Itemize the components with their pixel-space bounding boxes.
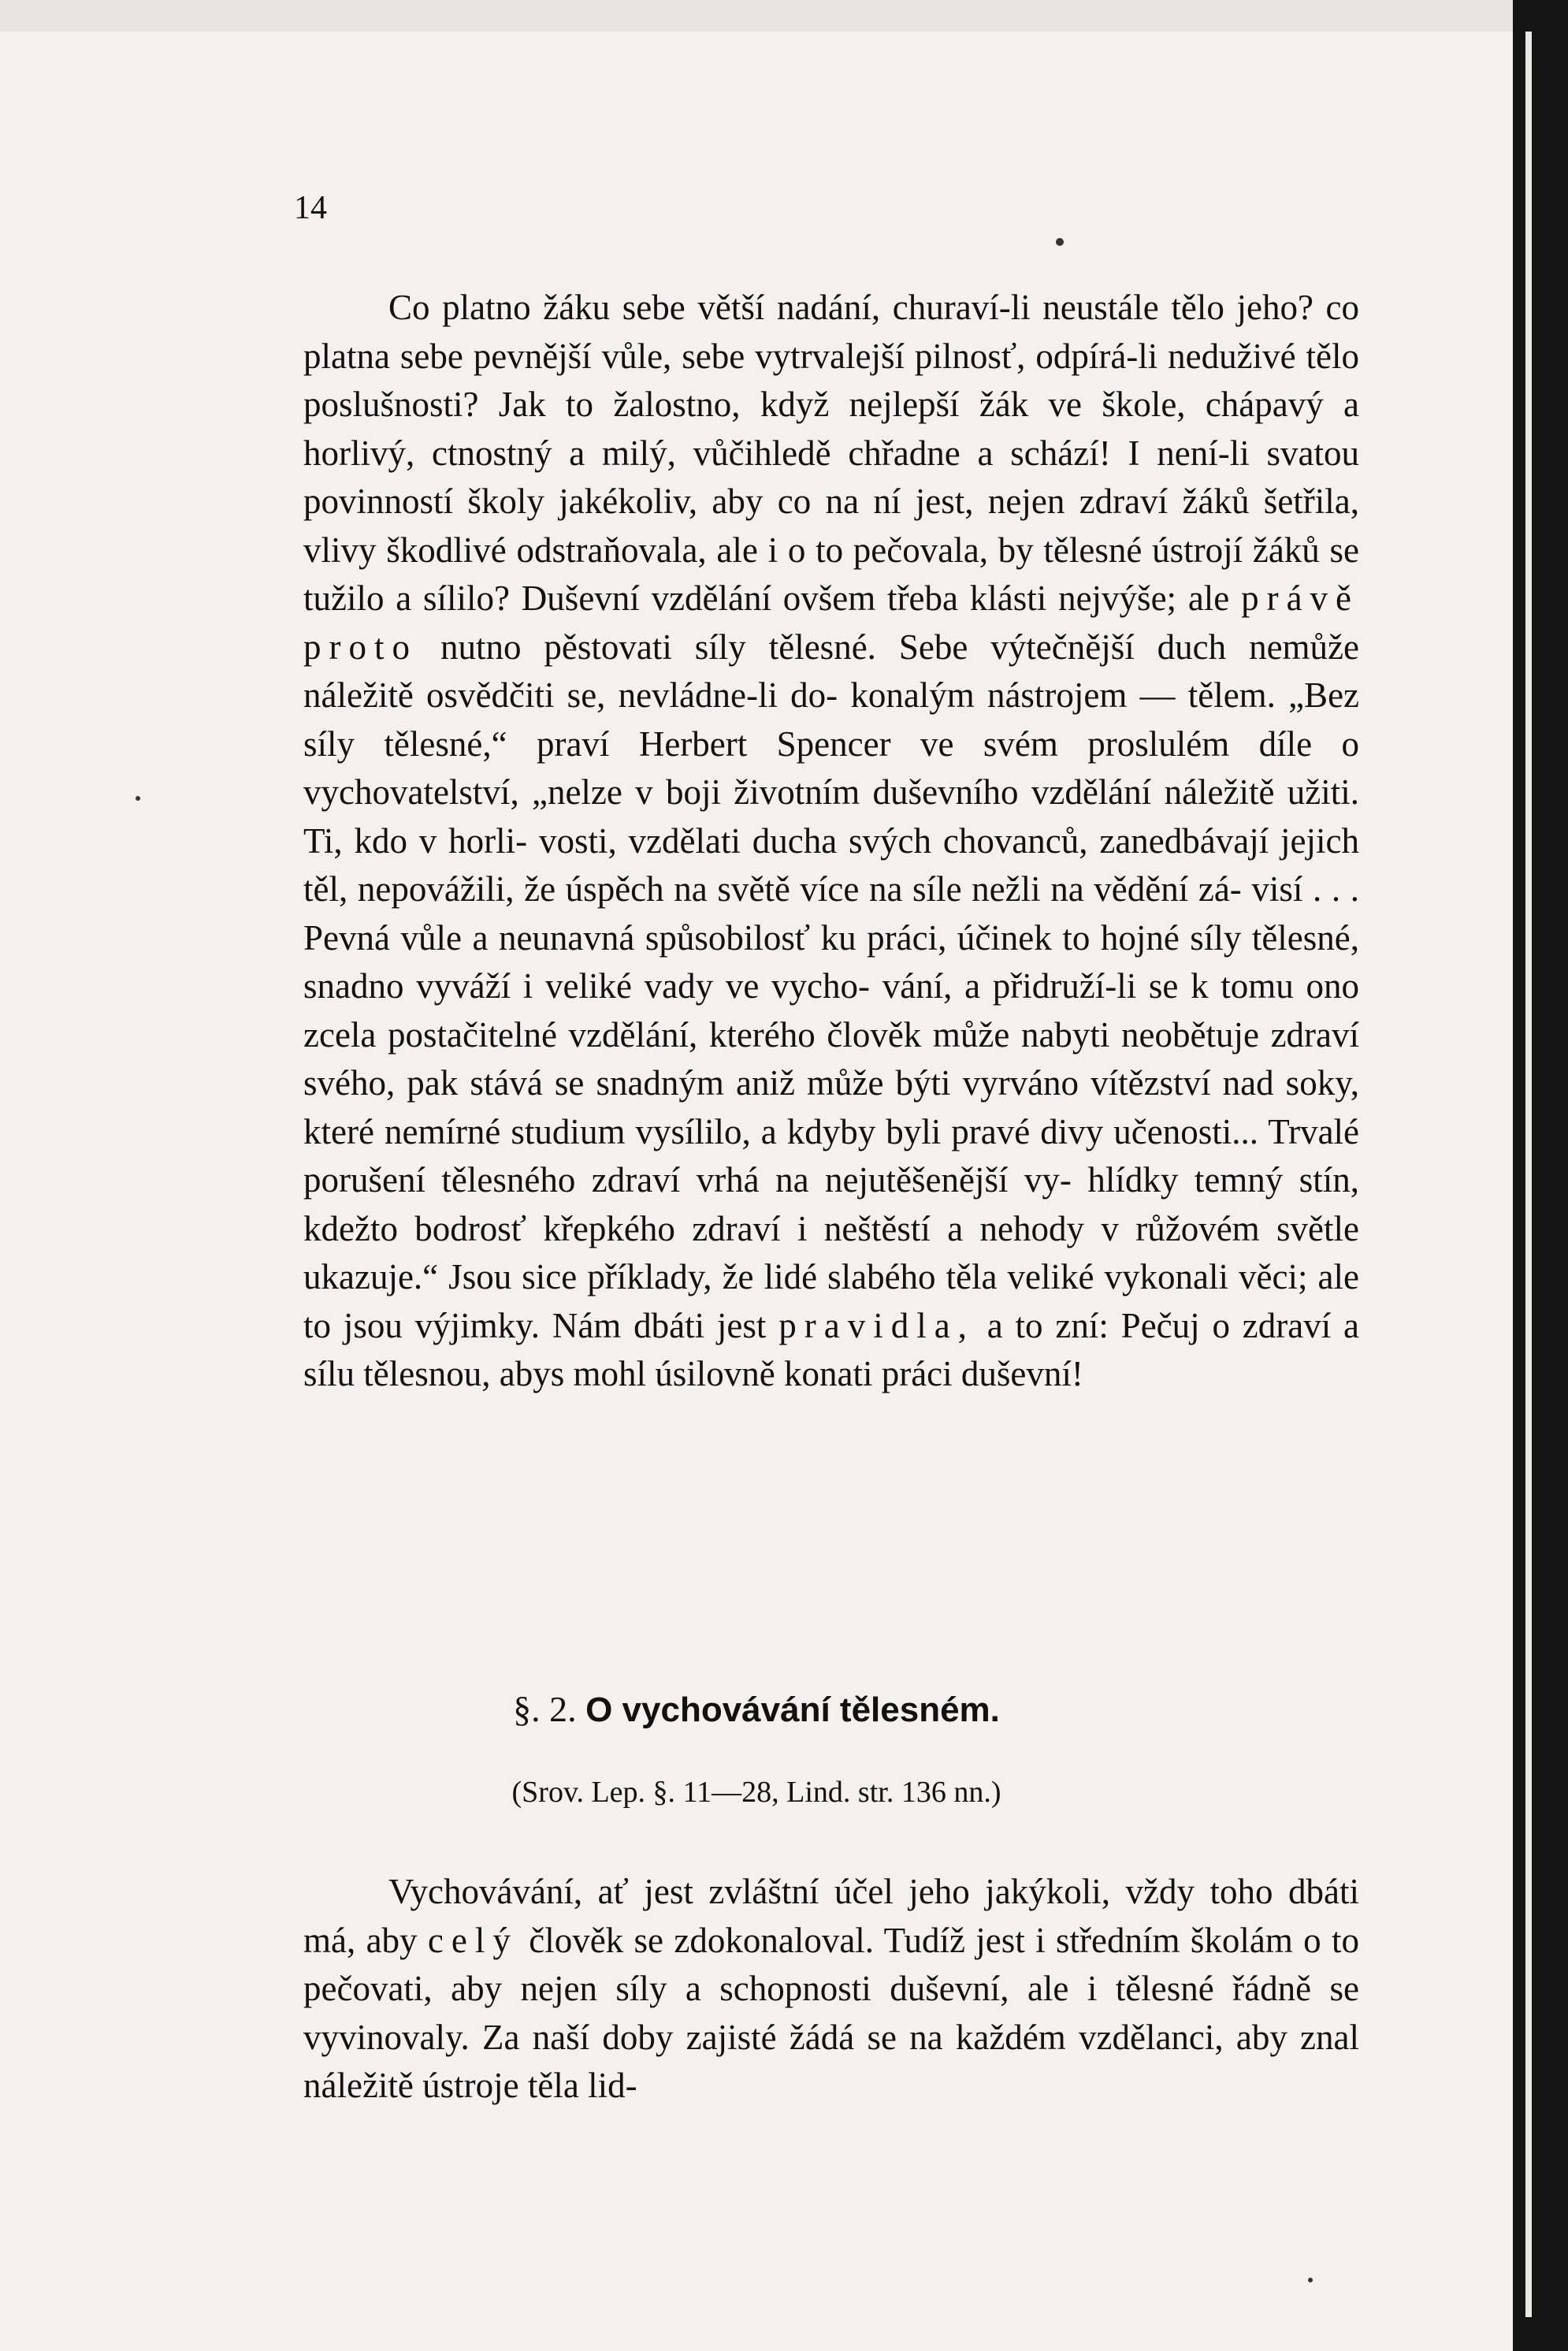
p1-line-15: nepovážili, že úspěch na světě více na síle nežli na vědění zá- [357, 869, 1242, 909]
next-page-edge [1525, 32, 1532, 2317]
p1-emphasis-pravidla: pravidla, [778, 1305, 975, 1345]
p2-line-2b: člověk se zdokonaloval. Tudíž jest i středním [529, 1920, 1180, 1960]
section-title: O vychovávání tělesném. [585, 1691, 1000, 1729]
section-reference: (Srov. Lep. §. 11—28, Lind. str. 136 nn.) [511, 1776, 1001, 1809]
p1-line-22: Trvalé porušení tělesného zdraví vrhá na nejutěšenější vy- [303, 1111, 1360, 1200]
page-top-shadow [0, 0, 1513, 32]
p1-line-9b: nutno pěstovati síly tělesné. Sebe [440, 627, 968, 667]
book-spine-edge [1513, 0, 1568, 2351]
p1-line-13: životním duševního vzdělání náležitě užiti. Ti, kdo v horli- [303, 772, 1359, 861]
ink-speck [1308, 2278, 1313, 2282]
p1-emphasis-prave-proto: právě proto [303, 578, 1360, 667]
p1-line-5: vůčihledě chřadne a schází! I není-li svatou povinností školy [303, 433, 1360, 521]
p1-line-10: výtečnější duch nemůže náležitě osvědčiti se, nevládne-li do- [303, 627, 1359, 715]
p1-line-6: jakékoliv, aby co na ní jest, nejen zdraví žáků šetřila, vlivy [303, 482, 1360, 570]
p1-line-11: konalým nástrojem — tělem. „Bez síly tělesné,“ praví Herbert [303, 675, 1360, 764]
p2-line-4: ale i tělesné řádně se vyvinovaly. Za naší doby zajisté žádá [303, 1969, 1360, 2057]
ink-speck [1056, 238, 1064, 246]
page-number: 14 [294, 190, 327, 226]
p2-line-2a: dbáti má, aby [303, 1872, 1360, 1960]
p1-line-14: vosti, vzdělati ducha svých chovanců, zanedbávají jejich těl, [303, 820, 1359, 909]
p1-line-12: Spencer ve svém proslulém díle o vychovatelství, „nelze v boji [303, 724, 1359, 812]
p1-line-19: kterého člověk může nabyti neobětuje zdraví svého, pak stává [303, 1014, 1360, 1103]
p1-line-4: nejlepší žák ve škole, chápavý a horlivý, ctnostný a milý, [303, 385, 1359, 473]
p2-line-3: školám o to pečovati, aby nejen síly a schopnosti duševní, [303, 1920, 1360, 2008]
p1-line-26b: a to zní: Pečuj o zdraví a sílu [303, 1305, 1360, 1393]
p1-line-24: a nehody v růžovém světle ukazuje.“ Jsou sice příklady, že [303, 1208, 1360, 1296]
p1-line-25: lidé slabého těla veliké vykonali věci; ale to jsou výjimky. [303, 1257, 1359, 1345]
p1-line-1: Co platno žáku sebe větší nadání, churaví-li neustále [388, 288, 1159, 327]
p1-line-16: visí . . . Pevná vůle a neunavná spůsobilosť ku práci, účinek [303, 869, 1359, 958]
p2-line-5: se na každém vzdělanci, aby znal náležitě ústroje těla lid- [303, 2017, 1360, 2105]
section-number: §. 2. [513, 1689, 577, 1729]
p1-line-23: hlídky temný stín, kdežto bodrosť křepkého zdraví i neštěstí [303, 1160, 1360, 1248]
p1-line-21: nemírné studium vysílilo, a kdyby byli pravé divy učenosti... [384, 1111, 1258, 1151]
p1-line-27: tělesnou, abys mohl úsilovně konati práci duševní! [363, 1354, 1083, 1393]
p1-line-2: tělo jeho? co platna sebe pevnější vůle, sebe vytrvalejší pilnosť, [303, 288, 1360, 376]
section-heading [0, 1688, 1513, 1730]
p2-line-1: Vychovávání, ať jest zvláštní účel jeho jakýkoli, vždy toho [388, 1872, 1273, 1911]
p1-line-17: to hojné síly tělesné, snadno vyváží i veliké vady ve vycho- [303, 917, 1360, 1006]
p1-line-7: škodlivé odstraňovala, ale i o to pečovala, by tělesné ústrojí [386, 530, 1243, 570]
ink-speck [136, 796, 140, 801]
p2-emphasis-cely: celý [427, 1920, 518, 1960]
paragraph-2 [303, 1868, 1359, 2111]
p1-line-8: žáků se tužilo a sílilo? Duševní vzdělání ovšem třeba klásti [303, 530, 1360, 618]
p1-line-3: odpírá-li neduživé tělo poslušnosti? Jak to žalostno, když [303, 336, 1359, 424]
p1-line-18: vání, a přidruží-li se k tomu ono zcela postačitelné vzdělání, [303, 966, 1359, 1055]
paragraph-1 [303, 284, 1359, 1399]
p1-line-20: se snadným aniž může býti vyrváno vítězství nad soky, které [303, 1063, 1360, 1151]
p1-line-26a: Nám dbáti jest [552, 1305, 767, 1345]
p1-line-9a: nejvýše; ale [1058, 578, 1230, 618]
